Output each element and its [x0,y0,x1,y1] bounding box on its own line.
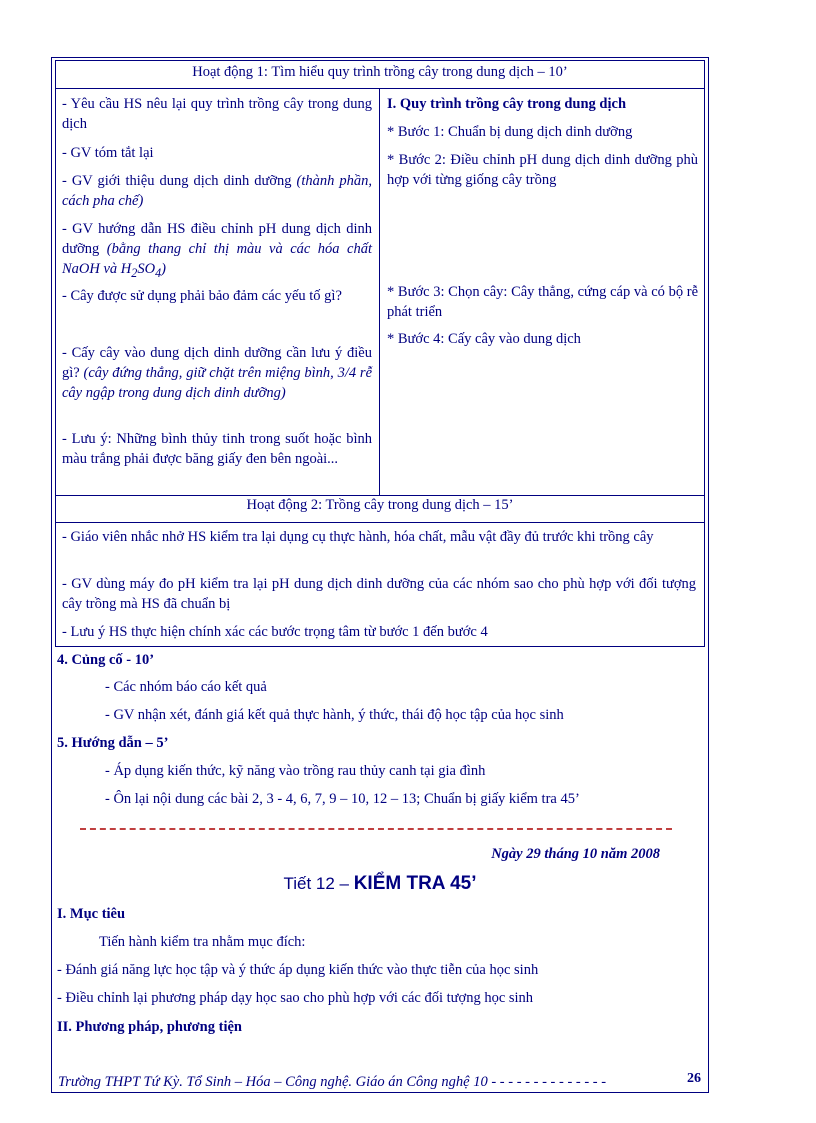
date-line: Ngày 29 tháng 10 năm 2008 [491,846,660,862]
activity1-right-item: * Bước 3: Chọn cây: Cây thẳng, cứng cáp và có bộ rễ phát triển [387,284,698,320]
activity1-left-item: - Yêu cầu HS nêu lại quy trình trồng cây trong dung dịch [62,96,372,132]
section5-item: - Ôn lại nội dung các bài 2, 3 - 4, 6, 7, 9 – 10, 12 – 13; Chuẩn bị giấy kiểm tra 45’ [105,791,580,807]
footer-text: Trường THPT Tứ Kỳ. Tổ Sinh – Hóa – Công nghệ. Giáo án Công nghệ 10 - - - - - - - - - - - - - - [58,1074,607,1090]
objective-item: - Đánh giá năng lực học tập và ý thức áp dụng kiến thức vào thực tiễn của học sinh [57,962,539,978]
activity1-left-item: - Cây được sử dụng phải bảo đảm các yếu tố gì? [62,288,342,304]
column-divider [379,88,380,495]
activity1-left-item: - Lưu ý: Những bình thủy tinh trong suốt hoặc bình màu trắng phải được băng giấy đen bên ngoài... [62,431,372,467]
section4-item: - Các nhóm báo cáo kết quả [105,679,267,695]
activity1-left-item: - GV giới thiệu dung dịch dinh dưỡng (thành phần, cách pha chế) [62,173,373,209]
activity1-right-item: * Bước 4: Cấy cây vào dung dịch [387,331,581,347]
section5-item: - Áp dụng kiến thức, kỹ năng vào trồng rau thủy canh tại gia đình [105,763,486,779]
activity-table [55,60,705,647]
lesson-heading [0,873,760,895]
activity1-left-item: - GV tóm tắt lại [62,145,154,161]
lesson-prefix: Tiết 12 – [283,874,354,893]
table-rule [56,522,704,523]
activity1-header: Hoạt động 1: Tìm hiểu quy trình trồng cây trong dung dịch – 10’ [192,64,568,80]
objective-item: - Điều chỉnh lại phương pháp dạy học sao cho phù hợp với các đối tượng học sinh [57,990,534,1006]
activity1-left-item: - Cấy cây vào dung dịch dinh dưỡng cần lưu ý điều gì? (cây đứng thẳng, giữ chặt trên miệng bình, 3/4 rễ cây ngập trong dung dịch dinh dưỡng) [62,345,373,401]
lesson-title: KIỂM TRA 45’ [353,873,477,894]
table-rule [56,88,704,89]
activity1-right-title: I. Quy trình trồng cây trong dung dịch [387,96,627,112]
page-number: 26 [687,1071,701,1086]
activity1-right-item: * Bước 2: Điều chỉnh pH dung dịch dinh dưỡng phù hợp với từng giống cây trồng [387,152,698,188]
activity2-item: - GV dùng máy đo pH kiểm tra lại pH dung dịch dinh dưỡng của các nhóm sao cho phù hợp với đối tượng cây trồng mà HS đã chuẩn bị [62,576,696,612]
activity2-header: Hoạt động 2: Trồng cây trong dung dịch – 15’ [246,497,514,513]
activity2-item: - Giáo viên nhắc nhở HS kiểm tra lại dụng cụ thực hành, hóa chất, mẫu vật đầy đủ trước khi trồng cây [62,529,654,545]
table-rule [56,495,704,496]
methods-title: II. Phương pháp, phương tiện [57,1019,242,1035]
activity1-left-item: - GV hướng dẫn HS điều chỉnh pH dung dịch dinh dưỡng (bằng thang chỉ thị màu và các hóa chất NaOH và $H_2SO_4$) [62,221,372,280]
section4-title: 4. Củng cố - 10’ [57,652,155,668]
activity2-item: - Lưu ý HS thực hiện chính xác các bước trọng tâm từ bước 1 đến bước 4 [62,624,488,640]
section-divider [80,828,672,830]
objectives-title: I. Mục tiêu [57,906,126,922]
section5-title: 5. Hướng dẫn – 5’ [57,735,169,751]
section4-item: - GV nhận xét, đánh giá kết quả thực hành, ý thức, thái độ học tập của học sinh [105,707,564,723]
objectives-intro: Tiến hành kiểm tra nhằm mục đích: [99,934,306,950]
activity1-right-item: * Bước 1: Chuẩn bị dung dịch dinh dưỡng [387,124,633,140]
